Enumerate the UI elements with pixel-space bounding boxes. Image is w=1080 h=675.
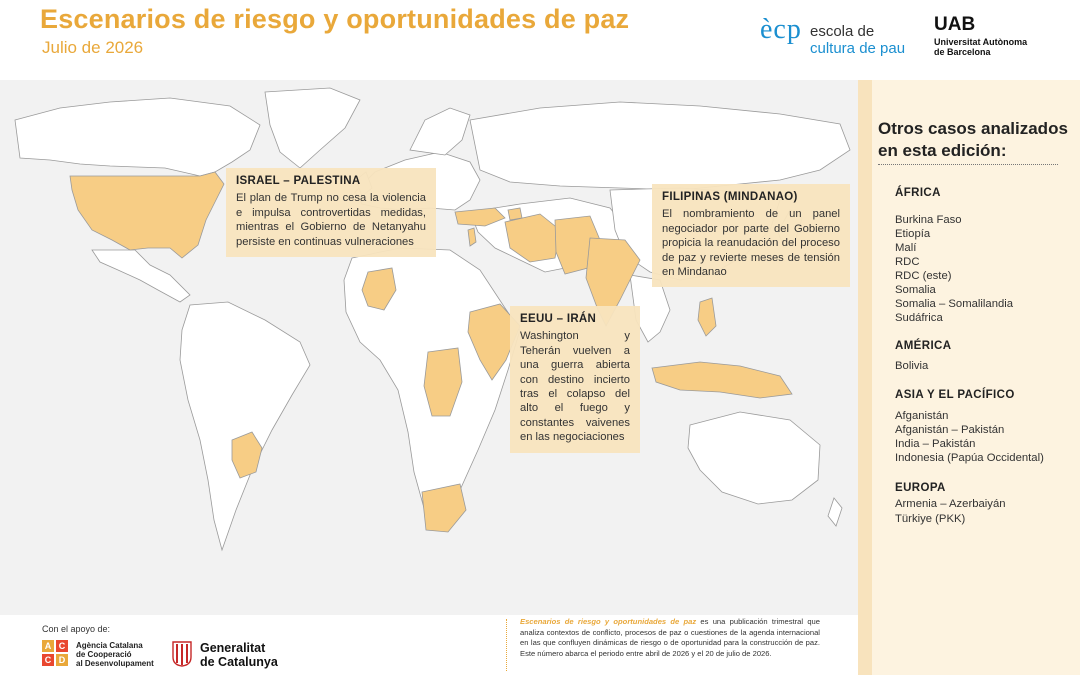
callout-title: FILIPINAS (MINDANAO) (662, 191, 798, 203)
acd-square-a: A (42, 640, 54, 652)
acd-name-line3: al Desenvolupament (76, 659, 154, 668)
case-item[interactable]: Bolivia (895, 360, 929, 372)
israel-palestine-shape (468, 228, 476, 246)
panel-heading (878, 118, 1068, 162)
case-item[interactable]: Indonesia (Papúa Occidental) (895, 452, 1044, 464)
acd-name-line1: Agència Catalana (76, 641, 143, 650)
panel-inner (872, 80, 1080, 675)
acd-logo[interactable] (42, 640, 162, 670)
world-map (0, 80, 858, 615)
uab-mark: UAB (934, 14, 976, 35)
callout-filipinas (652, 184, 850, 287)
case-item[interactable]: Armenia – Azerbaiyán (895, 498, 1006, 510)
publication-footnote (520, 617, 820, 659)
case-item[interactable]: Sudáfrica (895, 312, 943, 324)
panel-heading-line2: en esta edición: (878, 141, 1007, 160)
callout-israel-palestina (226, 168, 436, 257)
region-title-america: AMÉRICA (895, 340, 952, 352)
region-title-europe: EUROPA (895, 482, 946, 494)
world-map-svg (0, 80, 858, 615)
uab-logo[interactable] (934, 14, 1054, 58)
callout-title: EEUU – IRÁN (520, 313, 597, 325)
ecp-name-line1: escola de (810, 23, 875, 40)
callout-text: Washington y Teherán vuelven a una guerra abierta con destino incierto tras el colapso del alto el fuego y constantes vaivenes en las negociaciones (520, 330, 630, 444)
case-item[interactable]: RDC (895, 256, 920, 268)
philippines-shape (698, 298, 716, 336)
header (0, 0, 1080, 80)
ecp-logo[interactable] (760, 14, 910, 58)
footnote-title: Escenarios de riesgo y oportunidades de paz (520, 617, 697, 626)
new-zealand-shape (828, 498, 842, 526)
callout-eeuu-iran (510, 306, 640, 453)
russia-shape (470, 102, 850, 190)
generalitat-logo[interactable] (172, 639, 292, 671)
case-item[interactable]: Somalia (895, 284, 936, 296)
region-title-asia: ASIA Y EL PACÍFICO (895, 389, 1015, 401)
indonesia-shape (652, 362, 792, 398)
callout-text: El nombramiento de un panel negociador por parte del Gobierno propicia la reanudación del proceso de paz y revierte meses de tensión en Mindanao (662, 208, 840, 279)
australia-shape (688, 412, 820, 504)
uab-name-line1: Universitat Autònoma (934, 37, 1028, 47)
ecp-name-line2: cultura de pau (810, 40, 906, 57)
case-item[interactable]: Etiopía (895, 228, 931, 240)
footnote-divider (506, 619, 507, 671)
acd-square-c: C (56, 640, 68, 652)
scandinavia-shape (410, 108, 470, 155)
case-item[interactable]: Malí (895, 242, 917, 254)
south-africa-shape (422, 484, 466, 532)
panel-heading-line1: Otros casos analizados (878, 119, 1068, 138)
generalitat-emblem-icon (172, 641, 192, 667)
acd-name-line2: de Cooperació (76, 650, 132, 659)
case-item[interactable]: Afganistán – Pakistán (895, 424, 1005, 436)
uab-name-line2: de Barcelona (934, 47, 991, 57)
page-title: Escenarios de riesgo y oportunidades de paz (40, 4, 630, 34)
other-cases-panel (858, 80, 1080, 675)
callout-title: ISRAEL – PALESTINA (236, 175, 361, 187)
case-item[interactable]: Somalia – Somalilandia (895, 298, 1014, 310)
case-item[interactable]: RDC (este) (895, 270, 952, 282)
generalitat-name-line2: de Catalunya (200, 655, 278, 669)
footnote-text: es una publicación trimestral que analiza contextos de conflicto, procesos de paz o cuestiones de la agenda internacional en las que confluyen dinámicas de riesgo o de oportunidad para la construcción de paz. Este número abarca el periodo entre abril de 2026 y el 20 de julio de 2026. (520, 617, 821, 658)
generalitat-name-line1: Generalitat (200, 641, 266, 655)
support-label: Con el apoyo de: (42, 624, 111, 634)
callout-text: El plan de Trump no cesa la violencia e impulsa controvertidas medidas, mientras el Gobierno de Netanyahu persiste en continuas vulneraciones (236, 192, 426, 248)
greenland-shape (265, 88, 360, 168)
case-item[interactable]: India – Pakistán (895, 438, 976, 450)
footer (0, 615, 858, 675)
case-item[interactable]: Türkiye (PKK) (895, 513, 966, 525)
case-item[interactable]: Burkina Faso (895, 214, 962, 226)
acd-square-d: D (56, 654, 68, 666)
mexico-shape (92, 250, 190, 302)
region-title-africa: ÁFRICA (895, 187, 941, 199)
south-america-shape (180, 302, 310, 550)
acd-square-c2: C (42, 654, 54, 666)
usa-shape (70, 172, 224, 258)
panel-divider (878, 164, 1058, 165)
ecp-mark: ècp (760, 14, 802, 45)
canada-shape (15, 98, 260, 176)
page-subtitle: Julio de 2026 (42, 38, 144, 57)
case-item[interactable]: Afganistán (895, 410, 949, 422)
